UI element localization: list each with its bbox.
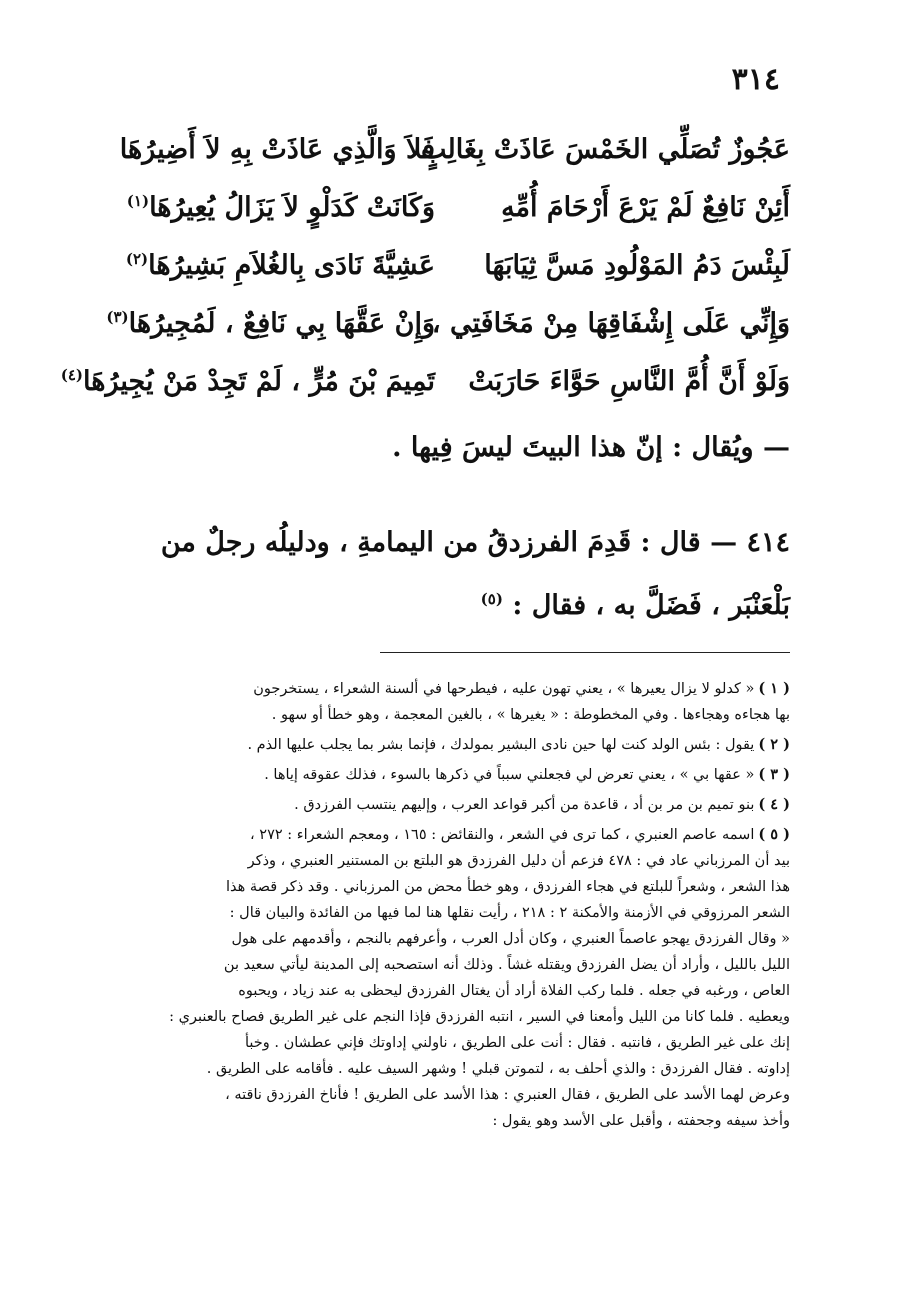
verse [110,120,790,178]
footnote-ref: (٢) [125,249,149,268]
first-hemistich: أَئِنْ نَافِعٌ لَمْ يَرْعَ أَرْحَامَ أُمِّهِ [501,191,790,223]
footnote-text: بنو تميم بن مر بن أد ، قاعدة من أكبر قواعد العرب ، وإليهم ينتسب الفرزدق . [294,797,755,813]
footnote-line: هذا الشعر ، وشعراً للبلتع في هجاء الفرزدق ، وهو خطأ محض من المرزباني . وقد ذكر قصة هذا [226,879,790,895]
footnote-line: إداوته . فقال الفرزدق : والذي أحلف به ، لتموتن قبلي ! وشهر السيف عليه . فأقامه على الطريق . [206,1061,790,1077]
footnote-ref: (٣) [106,307,129,326]
hemistich-text: فَلاَ وَالَّذِي عَاذَتْ بِهِ لاَ أَضِيرُهَا [119,133,435,165]
footnote [96,732,790,758]
footnote-line: الليل بالليل ، وأراد أن يضل الفرزدق ويقتله غشاً . وذلك أنه استصحبه إلى المدينة ليأتي سعيد بن [223,957,790,973]
verse [110,236,790,294]
hemistich-text: وَكَانَتْ كَدَلْوٍ لاَ يَزَالُ يُعِيرُهَا [149,191,435,223]
second-hemistich [110,192,435,223]
verse [110,178,790,236]
first-hemistich: وَإِنِّي عَلَى إِشْفَاقِهَا مِنْ مَخَافَتِي ، [431,307,790,339]
poem [60,120,790,410]
footnote-line [96,822,790,848]
footnote [96,792,790,818]
hemistich-text: عَشِيَّةَ نَادَى بِالغُلاَمِ بَشِيرُهَا [148,249,435,281]
verse [106,294,790,352]
footnote [96,676,790,728]
footnote [96,762,790,788]
footnote-line [96,676,790,702]
footnote-line: العاص ، ورغبه في جعله . فلما ركب الفلاة أراد أن يغتال الفرزدق ليحظى به عند زياد ، ويحبوه [238,983,790,999]
footnote-text: « عقها بي » ، يعني تعرض لي فجعلني سبباً في ذكرها بالسوء ، فذلك عقوقه إياها . [264,767,755,783]
footnote-ref: (١) [126,191,150,210]
hemistich-text: تَمِيمَ بْنَ مُرٍّ ، لَمْ تَجِدْ مَنْ يُجِيرُهَا [83,365,435,397]
footnote-number: ( ٥ ) [758,826,790,843]
second-hemistich [106,307,435,339]
footnote-line: الشعر المرزوقي في الأزمنة والأمكنة ٢ : ٢١٨ ، رأيت نقلها هنا لما فيها من الفائدة والبيان قال : [229,905,790,921]
entry-text: ٤١٤ — قال : قَدِمَ الفرزدقُ من اليمامةِ ، ودليلُه رجلٌ من بَلْعَنْبَر ، فَضَلَّ به ، فقال : [160,527,790,621]
footnote-line: « وقال الفرزدق يهجو عاصماً العنبري ، وكان أدل العرب ، وأعرفهم بالنجم ، وأقدمهم على هول [231,931,790,947]
entry-paragraph [110,515,790,634]
footnote [96,822,790,1134]
verse [60,352,790,410]
footnote-line: وأخذ سيفه وجحفته ، وأقبل على الأسد وهو يقول : [492,1113,790,1129]
first-hemistich: وَلَوْ أَنَّ أُمَّ النَّاسِ حَوَّاءَ حَارَبَتْ [468,365,790,397]
footnote-line: وعرض لهما الأسد على الطريق ، فقال العنبري : هذا الأسد على الطريق ! فأناخ الفرزدق ناقته ، [225,1087,790,1103]
footnote-number: ( ٣ ) [758,766,790,783]
footnote-number: ( ١ ) [758,680,790,697]
footnote-line: ويعطيه . فلما كانا من الليل وأمعنا في السير ، انتبه الفرزدق فإذا النجم على غير الطريق فصاح بالعنبري : [169,1009,790,1025]
footnote-line: بها هجاءه وهجاءها . وفي المخطوطة : « يغيرها » ، بالغين المعجمة ، وهو خطأ أو سهو . [271,707,790,723]
footnote-text: يقول : بئس الولد كنت لها حين نادى البشير بمولدك ، فإنما بشر بما يجلب عليها الذم . [247,737,755,753]
footnotes [96,676,790,1138]
footnote-line: إنك على غير الطريق ، فانتبه . فقال : أنت على الطريق ، ناولني إداوتك فإني عطشان . وخبأ [244,1035,790,1051]
hemistich-text: وَإِنْ عَقَّهَا بِي نَافِعٌ ، لَمُجِيرُهَا [128,307,435,339]
footnote-line: بيد أن المرزباني عاد في : ٤٧٨ فزعم أن دليل الفرزدق هو البلتع بن المستنير العنبري ، وذكر [247,853,790,869]
footnote-ref: (٤) [60,365,84,384]
page-number: ٣١٤ [731,62,780,97]
footnote-line [96,762,790,788]
footnote-divider [380,652,790,653]
footnote-number: ( ٤ ) [758,796,790,813]
footnote-text: « كدلو لا يزال يعيرها » ، يعني تهون عليه ، فيطرحها في ألسنة الشعراء ، يستخرجون [253,681,755,697]
footnote-line [96,732,790,758]
second-hemistich [110,134,435,165]
second-hemistich [110,250,435,281]
footnote-text: اسمه عاصم العنبري ، كما ترى في الشعر ، والنقائض : ١٦٥ ، ومعجم الشعراء : ٢٧٢ ، [249,827,755,843]
footnote-ref: (٥) [480,590,503,608]
footnote-line [96,792,790,818]
footnote-number: ( ٢ ) [758,736,790,753]
variant-note: — ويُقال : إنّ هذا البيتَ ليسَ فِيها . [392,432,790,463]
second-hemistich [60,365,435,397]
first-hemistich: عَجُوزٌ تُصَلِّي الخَمْسَ عَاذَتْ بِغَالِبٍ [421,133,790,165]
first-hemistich: لَبِئْسَ دَمُ المَوْلُودِ مَسَّ ثِيَابَهَا [484,249,790,281]
